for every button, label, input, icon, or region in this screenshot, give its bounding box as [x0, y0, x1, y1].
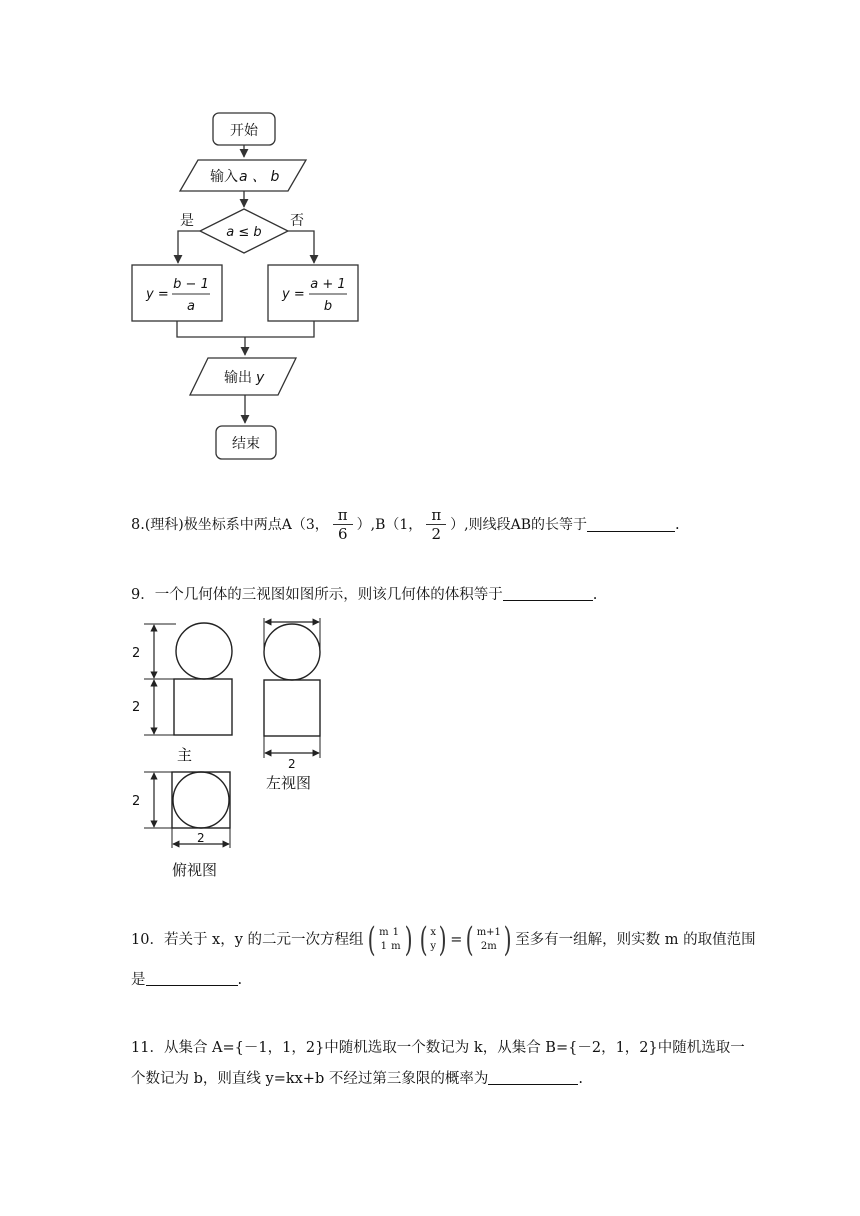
q10-eq: =	[450, 932, 463, 948]
q9-text: 9．一个几何体的三视图如图所示，则该几何体的体积等于	[131, 587, 503, 603]
q11-end: .	[578, 1071, 583, 1087]
question-11-line-2	[131, 1069, 583, 1089]
q8-fraction-1	[333, 506, 353, 543]
q10-r2: 2m	[480, 941, 497, 952]
three-view-figure	[128, 612, 328, 882]
q10-v1: x	[430, 927, 436, 938]
q8-number: 8.	[131, 516, 145, 533]
q9-answer-blank[interactable]	[503, 586, 593, 601]
flow-condition: a ≤ b	[226, 225, 262, 240]
question-11-line-1	[131, 1038, 745, 1058]
q8-pi-2: π	[426, 506, 446, 525]
question-10	[131, 920, 756, 960]
q10-suffix: 至多有一组解，则实数 m 的取值范围	[515, 932, 756, 948]
dim-top-width: 2	[197, 831, 205, 845]
top-view-label: 俯视图	[172, 861, 218, 879]
q10-r1: m+1	[476, 927, 501, 938]
q8-den-2: 2	[431, 525, 442, 543]
q10-m11: m	[379, 927, 389, 938]
q10-line2: 是	[131, 972, 146, 988]
flow-yes-label: 是	[180, 213, 194, 229]
flow-left-num: b − 1	[173, 277, 209, 292]
flowchart	[128, 105, 368, 465]
q11-answer-blank[interactable]	[488, 1070, 578, 1085]
q10-m21: 1	[380, 941, 387, 952]
q8-prefix: (理科)极坐标系中两点A（3，	[144, 516, 329, 533]
q8-fraction-2	[426, 506, 446, 543]
flow-right-lhs: y =	[282, 287, 305, 302]
dim-front-upper: 2	[132, 646, 141, 661]
front-view-square	[174, 679, 232, 735]
q10-var-vector: ( x y )	[419, 920, 447, 960]
flow-right-den: b	[323, 299, 333, 314]
flow-start-label: 开始	[230, 123, 258, 139]
q10-m22: m	[391, 941, 401, 952]
side-view-label: 左视图	[266, 774, 312, 792]
q11-line1: 11．从集合 A={－1，1，2}中随机选取一个数记为 k，从集合 B={－2，1，2}中随机选取一	[131, 1040, 745, 1056]
q8-end: .	[675, 516, 680, 533]
side-view-circle	[264, 624, 320, 680]
q10-answer-blank[interactable]	[146, 971, 238, 986]
q9-end: .	[592, 587, 598, 603]
front-view-label: 主	[177, 746, 193, 764]
flow-input-label: 输入	[210, 169, 238, 185]
dim-top-height: 2	[132, 794, 141, 809]
flow-left-den: a	[187, 299, 195, 314]
side-view-square	[264, 680, 320, 736]
flow-end-label: 结束	[232, 436, 260, 452]
question-8	[131, 506, 680, 543]
q11-line2: 个数记为 b，则直线 y=kx+b 不经过第三象限的概率为	[131, 1071, 489, 1087]
q8-pi-1: π	[333, 506, 353, 525]
q10-prefix: 10．若关于 x，y 的二元一次方程组	[131, 932, 364, 948]
q10-v2: y	[430, 941, 436, 952]
q8-den-1: 6	[337, 525, 348, 543]
q10-rhs-vector: ( m+1 2m )	[466, 920, 512, 960]
front-view-circle	[176, 623, 232, 679]
question-9	[131, 585, 597, 605]
q10-m12: 1	[392, 927, 399, 938]
flow-input-vars: a 、 b	[239, 169, 280, 185]
flow-right-num: a + 1	[310, 277, 346, 292]
dim-front-lower: 2	[132, 700, 141, 715]
q10-end: .	[237, 972, 243, 988]
dim-side-width: 2	[288, 757, 296, 771]
flow-output-var: y	[256, 370, 265, 386]
q10-coef-matrix: ( m 1 1 m )	[367, 920, 413, 960]
top-view-circle	[173, 772, 229, 828]
flow-output-label: 输出	[224, 370, 252, 386]
q8-suffix: ）,则线段AB的长等于	[450, 516, 588, 533]
question-10-line-2	[131, 970, 242, 990]
flow-left-lhs: y =	[146, 287, 169, 302]
q8-mid: ）,B（1，	[356, 516, 423, 533]
flow-no-label: 否	[290, 213, 304, 229]
q8-answer-blank[interactable]	[587, 517, 675, 532]
